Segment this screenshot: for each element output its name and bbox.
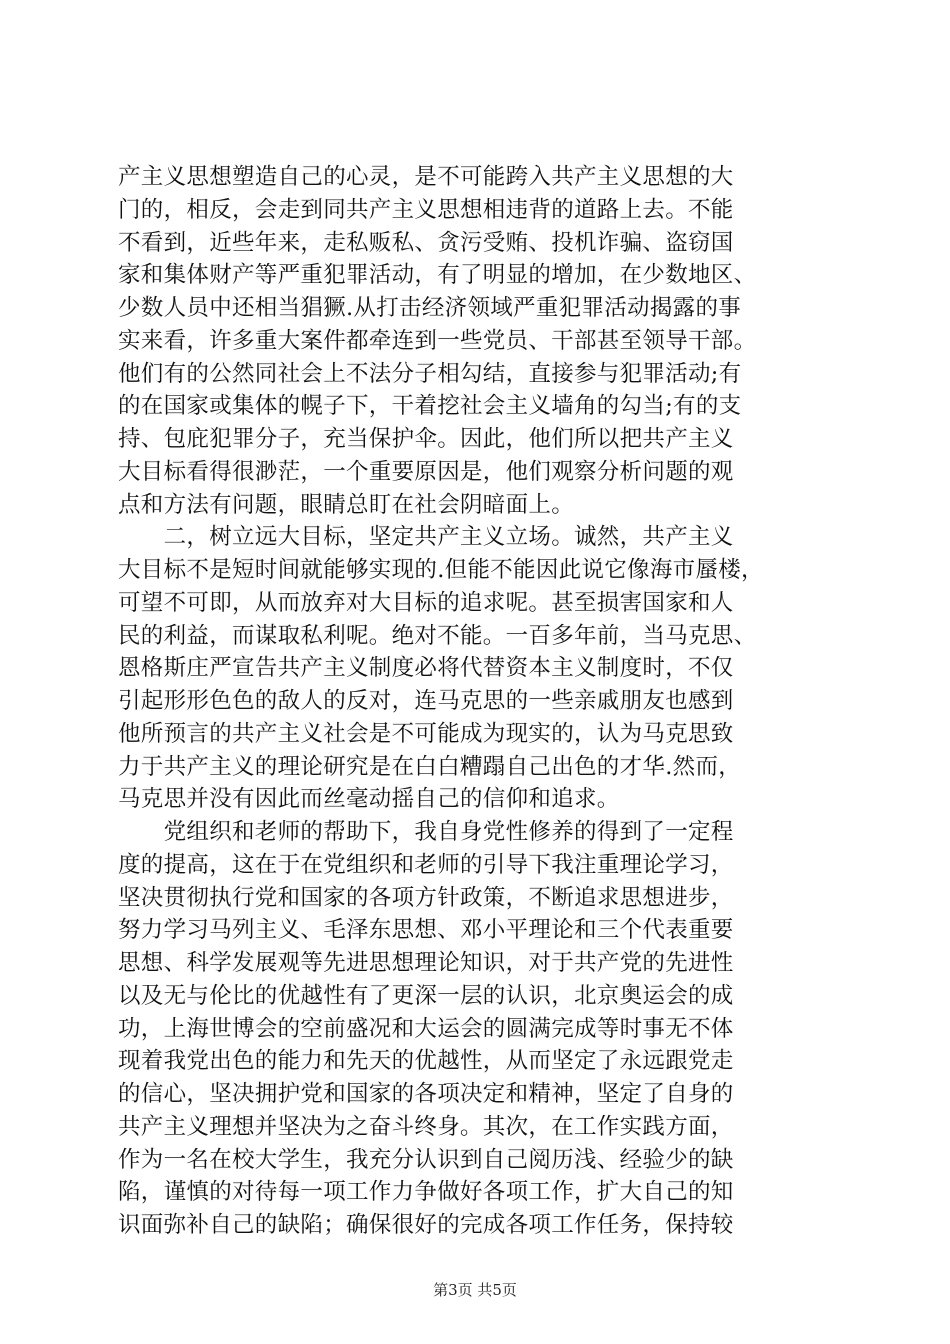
text-line: 大目标看得很渺茫，一个重要原因是，他们观察分析问题的观 [118, 458, 734, 485]
text-line: 大目标不是短时间就能够实现的.但能不能因此说它像海市蜃楼， [118, 557, 764, 583]
text-line: 共产主义理想并坚决为之奋斗终身。其次，在工作实践方面， [118, 1113, 734, 1140]
body-text [118, 161, 833, 1242]
text-line: 度的提高，这在于在党组织和老师的引导下我注重理论学习， [118, 851, 734, 878]
text-line: 他所预言的共产主义社会是不可能成为现实的，认为马克思致 [118, 720, 734, 747]
text-line: 少数人员中还相当猖獗.从打击经济领域严重犯罪活动揭露的事 [118, 295, 742, 321]
page-number-footer: 第3页 共5页 [433, 1281, 517, 1299]
text-line: 产主义思想塑造自己的心灵，是不可能跨入共产主义思想的大 [118, 164, 734, 190]
text-line: 作为一名在校大学生，我充分认识到自己阅历浅、经验少的缺 [118, 1146, 734, 1173]
text-line: 的信心，坚决拥护党和国家的各项决定和精神，坚定了自身的 [118, 1081, 734, 1107]
text-line: 实来看，许多重大案件都牵连到一些党员、干部甚至领导干部。 [118, 327, 757, 354]
text-line: 点和方法有问题，眼睛总盯在社会阴暗面上。 [118, 491, 575, 518]
text-line: 恩格斯庄严宣告共产主义制度必将代替资本主义制度时，不仅 [118, 655, 734, 682]
text-line: 识面弥补自己的缺陷；确保很好的完成各项工作任务，保持较 [118, 1212, 734, 1238]
text-line: 现着我党出色的能力和先天的优越性，从而坚定了永远跟党走 [118, 1048, 734, 1075]
paragraph-start-line: 二，树立远大目标，坚定共产主义立场。诚然，共产主义 [118, 524, 734, 551]
text-line: 持、包庇犯罪分子，充当保护伞。因此，他们所以把共产主义 [118, 426, 734, 452]
text-line: 陷，谨慎的对待每一项工作力争做好各项工作，扩大自己的知 [118, 1179, 734, 1206]
text-line: 民的利益，而谋取私利呢。绝对不能。一百多年前，当马克思、 [118, 622, 757, 649]
text-line: 的在国家或集体的幌子下，干着挖社会主义墙角的勾当;有的支 [118, 393, 742, 420]
text-line: 努力学习马列主义、毛泽东思想、邓小平理论和三个代表重要 [118, 917, 734, 944]
text-line: 以及无与伦比的优越性有了更深一层的认识，北京奥运会的成 [118, 982, 734, 1009]
text-line: 功，上海世博会的空前盛况和大运会的圆满完成等时事无不体 [118, 1015, 734, 1042]
text-line: 不看到，近些年来，走私贩私、贪污受贿、投机诈骗、盗窃国 [118, 229, 734, 256]
text-line: 他们有的公然同社会上不法分子相勾结，直接参与犯罪活动;有 [118, 360, 742, 387]
text-line: 家和集体财产等严重犯罪活动，有了明显的增加，在少数地区、 [118, 262, 757, 289]
paragraph-start-line: 党组织和老师的帮助下，我自身党性修养的得到了一定程 [118, 819, 734, 845]
text-line: 引起形形色色的敌人的反对，连马克思的一些亲戚朋友也感到 [118, 688, 734, 714]
text-line: 力于共产主义的理论研究是在白白糟蹋自己出色的才华.然而， [118, 753, 742, 780]
text-line: 思想、科学发展观等先进思想理论知识，对于共产党的先进性 [118, 950, 734, 976]
text-line: 可望不可即，从而放弃对大目标的追求呢。甚至损害国家和人 [118, 589, 734, 616]
text-line: 马克思并没有因此而丝毫动摇自己的信仰和追求。 [118, 786, 620, 813]
text-line: 坚决贯彻执行党和国家的各项方针政策，不断追求思想进步， [118, 884, 734, 911]
text-line: 门的，相反，会走到同共产主义思想相违背的道路上去。不能 [118, 196, 734, 223]
